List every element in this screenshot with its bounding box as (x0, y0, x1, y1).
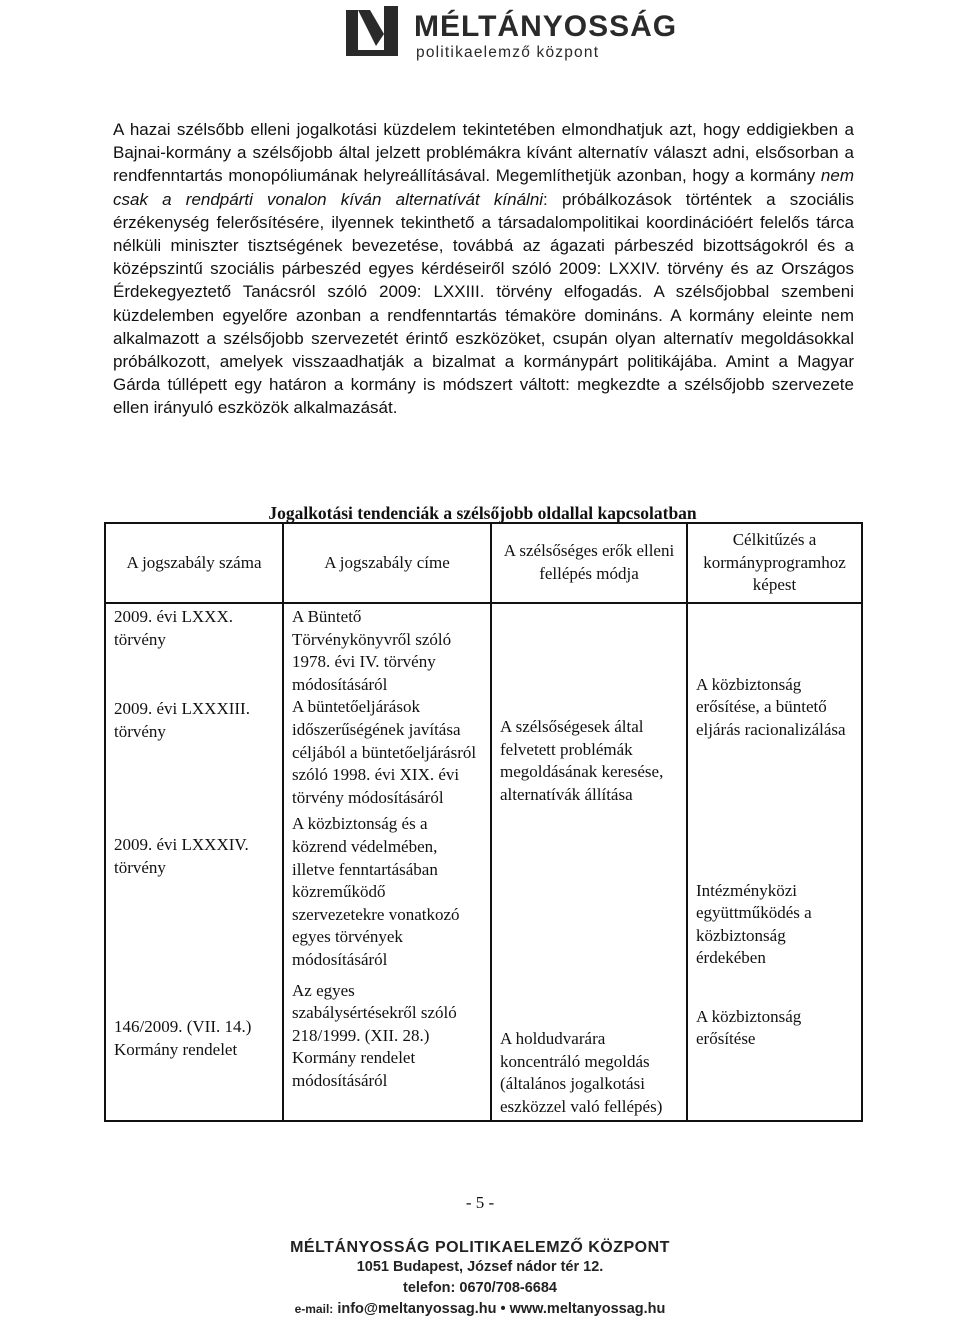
paragraph-text-2: : próbálkozások történtek a szociális érzékenység felerősítésére, ilyennek tekinthető a társadalompolitikai koordinációért felelős tárca nélküli miniszter tisztségének bevezetése, továbbá az ágazati párbeszéd bizottságokról és a középszintű szociális párbeszéd egyes kérdéseiről szóló 2009: LXXIV. törvény és az Országos Érdekegyeztető Tanácsról szóló 2009: LXXIII. törvény elfogadás. A szélsőjobbal szembeni küzdelemben egyelőre azonban a rendfenntartás témaköre domináns. A kormány eleinte nem alkalmazott a szélsőjobb szervezetét érintő eszközöket, csupán olyan alternatív megoldásokkal próbálkozott, amelyek visszaadhatják a bizalmat a kormánypárt politikájába. Amint a Magyar Gárda túllépett egy határon a kormány is módszert váltott: megkezdte a szélsőjobb szervezete ellen irányuló eszközök alkalmazását. (113, 189, 854, 418)
header-law-title: A jogszabály címe (283, 523, 491, 603)
goal-text: A közbiztonság erősítése (696, 1006, 802, 1049)
law-number-cell (105, 603, 283, 1121)
header-method: A szélsőséges erők elleni fellépés módja (491, 523, 687, 603)
header-logo (346, 6, 678, 64)
law-title: A büntetőeljárások időszerűségének javítása céljából a büntetőeljárásról szóló 1998. évi XIX. évi törvény módosításáról (292, 697, 477, 807)
logo-subtitle: politikaelemző központ (416, 44, 600, 61)
footer-organization: MÉLTÁNYOSSÁG POLITIKAELEMZŐ KÖZPONT (290, 1239, 670, 1256)
footer-phone: telefon: 0670/708-6684 (403, 1280, 557, 1296)
law-title: Az egyes szabálysértésekről szóló 218/1999. (XII. 28.) Kormány rendelet módosításáról (292, 980, 457, 1090)
method-cell (491, 603, 687, 1121)
law-title: A Büntető Törvénykönyvről szóló 1978. évi IV. törvény módosításáról (292, 607, 452, 694)
law-number: 2009. évi LXXXIII. törvény (114, 699, 250, 741)
table-title: Jogalkotási tendenciák a szélsőjobb oldallal kapcsolatban (268, 503, 697, 523)
footer-contact: info@meltanyossag.hu • www.meltanyossag.hu (337, 1301, 666, 1317)
law-number: 2009. évi LXXXIV. törvény (114, 835, 249, 877)
header-goal: Célkitűzés a kormányprogramhoz képest (687, 523, 862, 603)
goal-text: Intézményközi együttműködés a közbiztonság érdekében (696, 880, 812, 968)
page-number: - 5 - (465, 1193, 495, 1212)
footer-address: 1051 Budapest, József nádor tér 12. (356, 1259, 604, 1275)
law-number: 2009. évi LXXX. törvény (114, 607, 233, 649)
method-text: A holdudvarára koncentráló megoldás (általános jogalkotási eszközzel való fellépés) (500, 1029, 663, 1116)
footer-contact-line (0, 1299, 960, 1320)
table-row (105, 603, 862, 1121)
scales-logo-icon (346, 6, 406, 60)
table-header-row (105, 523, 862, 603)
method-text: A szélsőségesek által felvetett problémák megoldásának keresése, alternatívák állítása (500, 717, 664, 804)
law-title-cell (283, 603, 491, 1121)
legislation-table (104, 522, 863, 1122)
goal-text: A közbiztonság erősítése, a büntető eljárás racionalizálása (696, 674, 846, 739)
footer (0, 1239, 960, 1320)
footer-email-label: e-mail: (294, 1302, 334, 1316)
law-number: 146/2009. (VII. 14.) Kormány rendelet (114, 1017, 252, 1059)
body-paragraph (113, 118, 854, 420)
paragraph-italic: nem csak a rendpárti vonalon kíván alternatívát kínálni (113, 166, 854, 209)
header-law-number: A jogszabály száma (105, 523, 283, 603)
goal-cell (687, 603, 862, 1121)
paragraph-text-1: A hazai szélsőbb elleni jogalkotási küzdelem tekintetében elmondhatjuk azt, hogy eddigiekben a Bajnai-kormány a szélsőjobb által jelzett problémákra kívánt alternatív választ adni, elsősorban a rendfenntartás monopóliumának helyreállításával. Megemlíthetjük azonban, hogy a kormány (113, 120, 854, 186)
logo-title: MÉLTÁNYOSSÁG (414, 10, 678, 43)
law-title: A közbiztonság és a közrend védelmében, illetve fenntartásában közreműködő szervezetekre vonatkozó egyes törvények módosításáról (292, 814, 460, 969)
